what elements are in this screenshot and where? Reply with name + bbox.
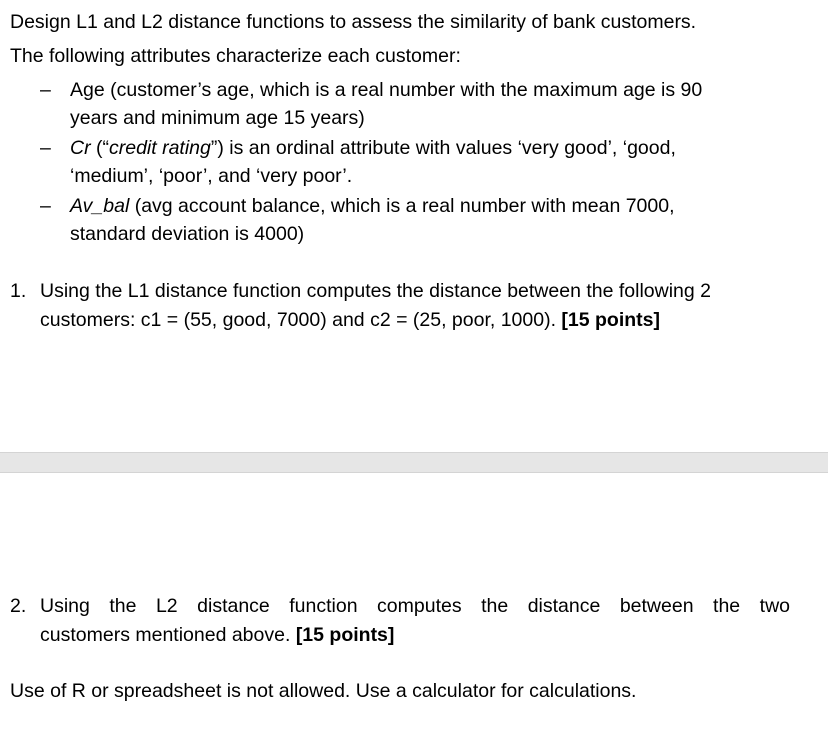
- question-1-line-2: [40, 306, 660, 334]
- cr-open-quote: (“: [90, 137, 109, 159]
- list-dash: –: [40, 195, 51, 217]
- question-2-number: 2.: [10, 595, 27, 617]
- cr-attribute-name: Cr: [70, 137, 91, 159]
- cr-attribute-rest: ”) is an ordinal attribute with values ‘very good’, ‘good,: [210, 137, 676, 159]
- question-1-number: 1.: [10, 280, 27, 302]
- question-2-text: customers mentioned above.: [40, 624, 296, 646]
- cr-attribute-line-2: ‘medium’, ‘poor’, and ‘very poor’.: [70, 165, 353, 187]
- question-2-line-2: [40, 621, 394, 649]
- cr-attribute-line-1: [70, 134, 676, 162]
- cr-attribute-italic-text: credit rating: [108, 137, 211, 159]
- calculator-note: Use of R or spreadsheet is not allowed. Use a calculator for calculations.: [10, 680, 637, 702]
- question-2-line-1: Using the L2 distance function computes the distance between the two: [40, 595, 790, 617]
- intro-line-2: The following attributes characterize each customer:: [10, 45, 461, 67]
- question-1-text: customers: c1 = (55, good, 7000) and c2 = (25, poor, 1000).: [40, 309, 562, 331]
- avbal-attribute-line-2: standard deviation is 4000): [70, 223, 305, 245]
- age-attribute-line-2: years and minimum age 15 years): [70, 107, 365, 129]
- avbal-attribute-line-1: [70, 192, 675, 220]
- age-attribute-line-1: Age (customer’s age, which is a real number with the maximum age is 90: [70, 79, 703, 101]
- question-1-line-1: Using the L1 distance function computes the distance between the following 2: [40, 280, 712, 302]
- avbal-attribute-name: Av_bal: [70, 195, 130, 217]
- page-break-separator: [0, 452, 828, 473]
- list-dash: –: [40, 137, 51, 159]
- intro-line-1: Design L1 and L2 distance functions to assess the similarity of bank customers.: [10, 11, 697, 33]
- question-1-points: [15 points]: [561, 309, 660, 331]
- question-2-points: [15 points]: [295, 624, 395, 646]
- avbal-attribute-rest: (avg account balance, which is a real number with mean 7000,: [129, 195, 675, 217]
- list-dash: –: [40, 79, 51, 101]
